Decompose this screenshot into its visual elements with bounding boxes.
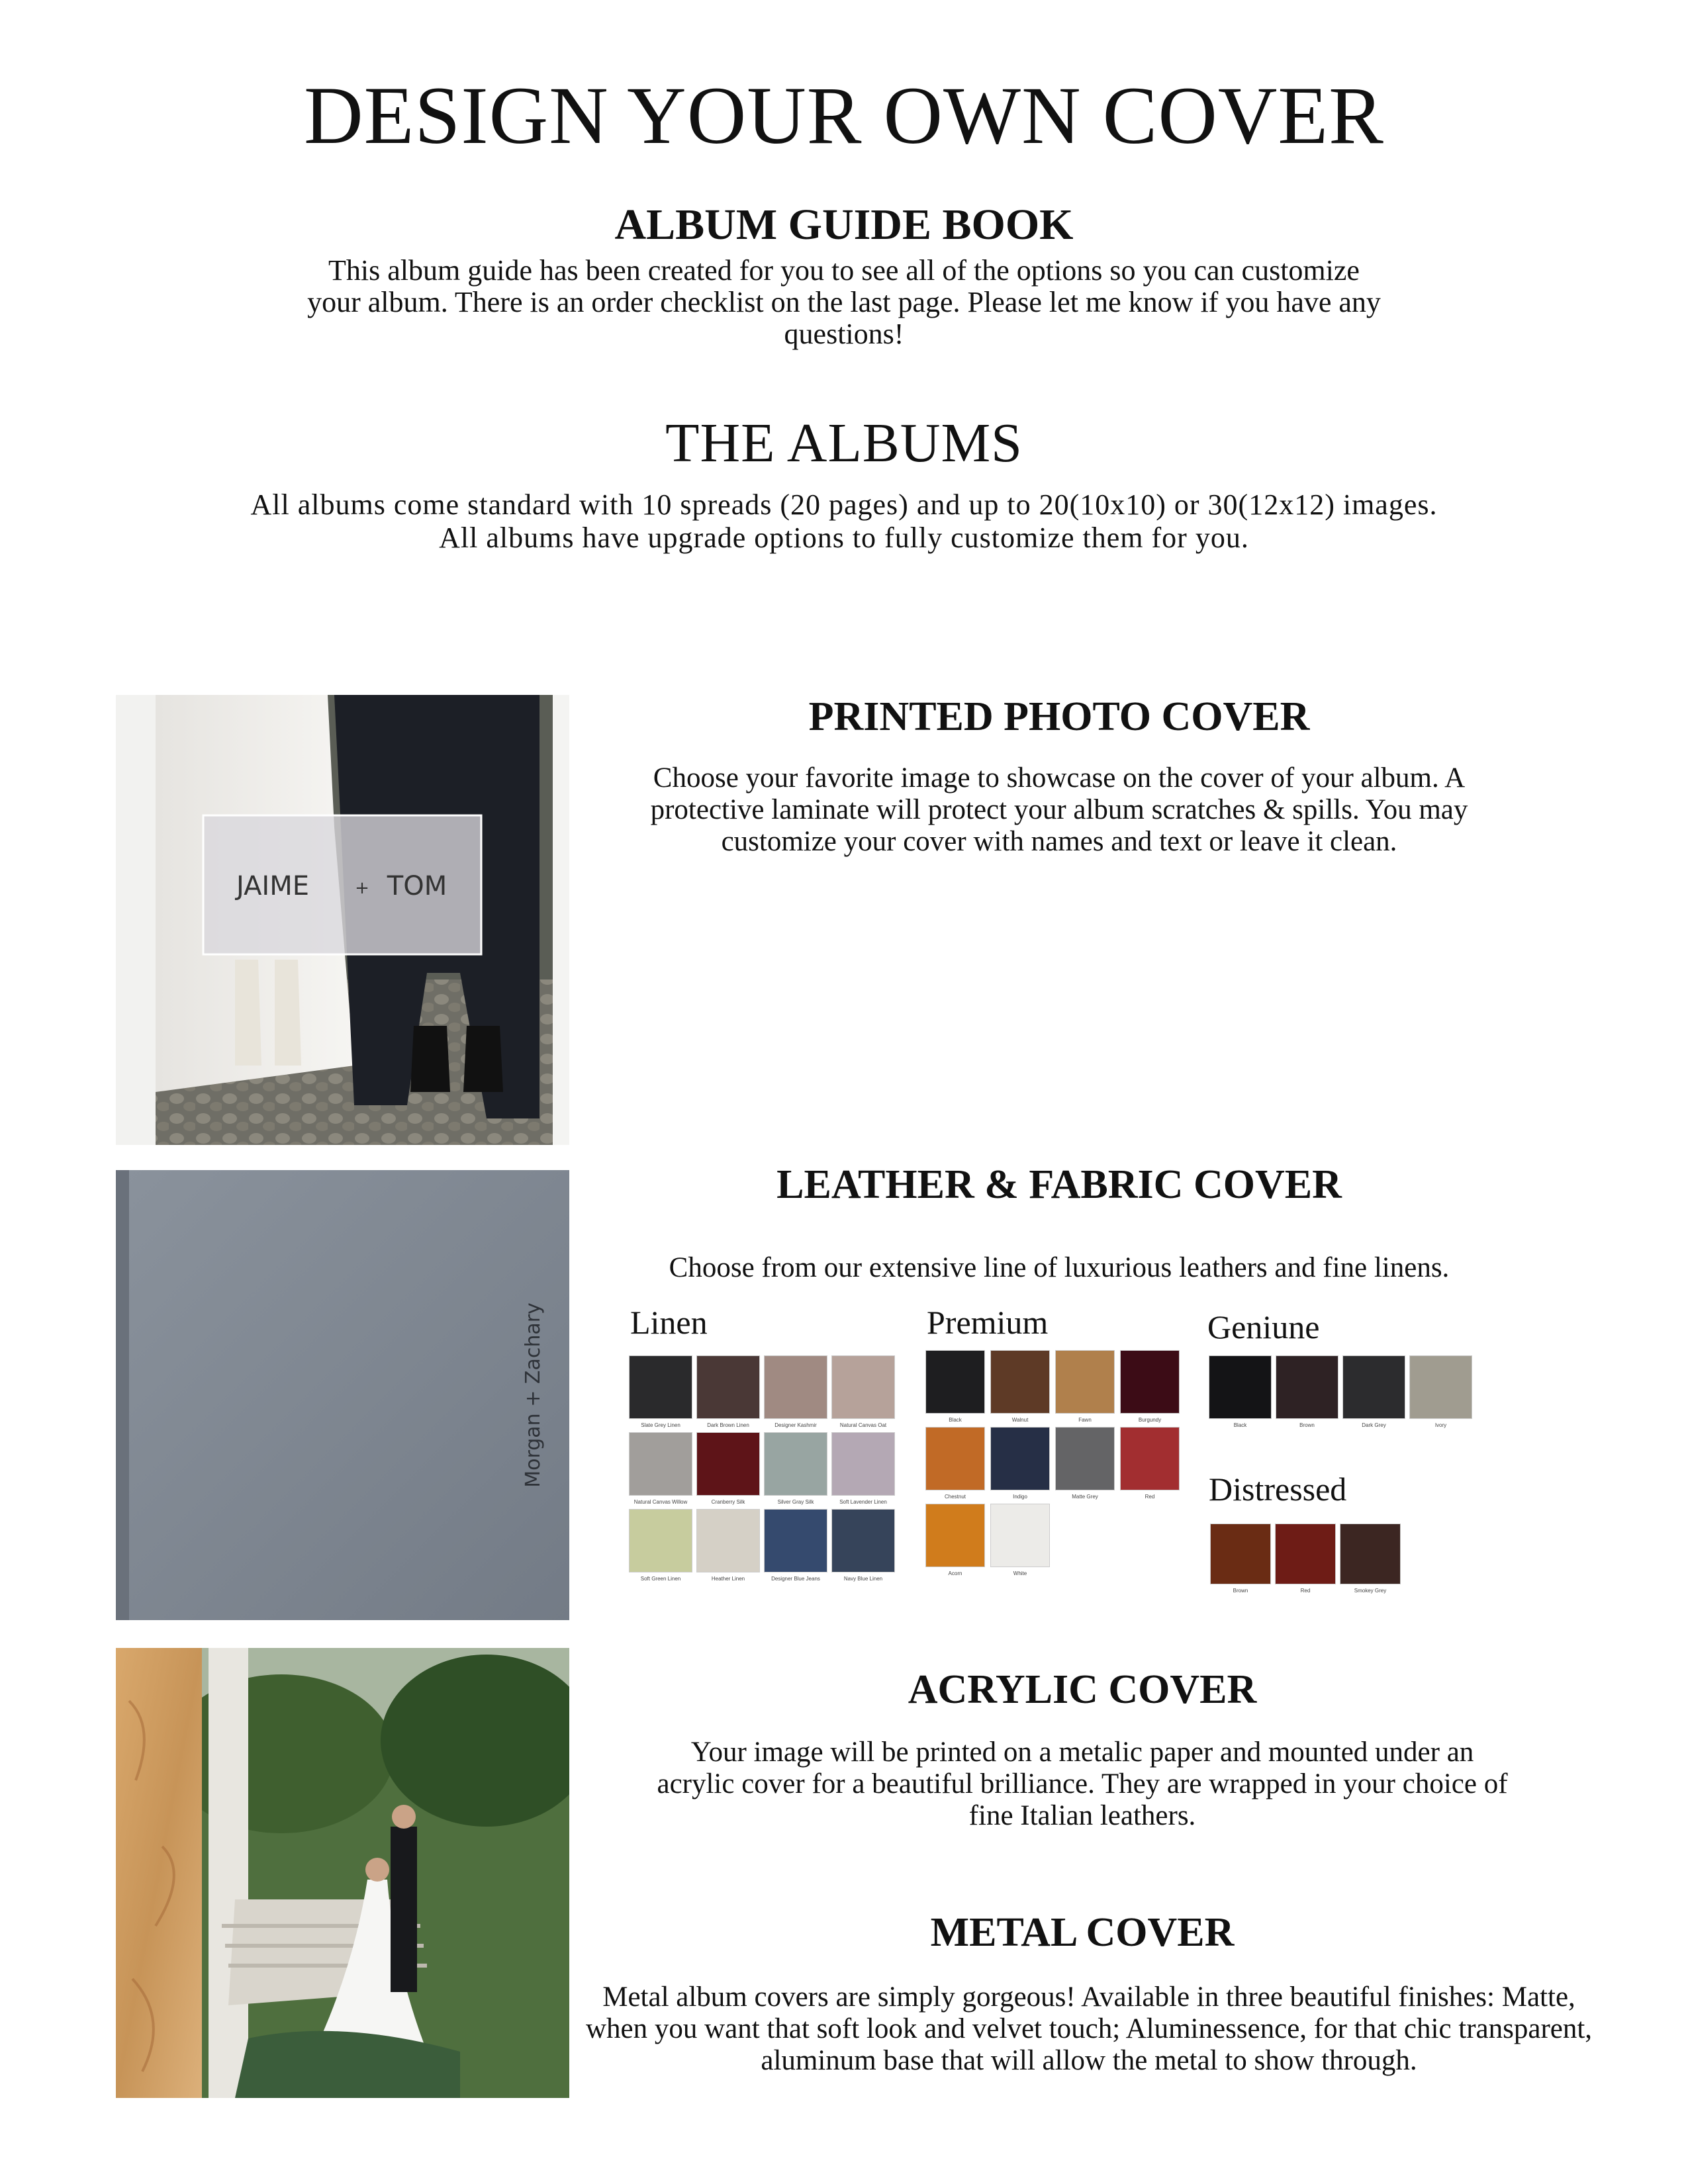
swatch-label: Silver Gray Silk	[777, 1499, 814, 1505]
swatch-label: Brown	[1233, 1588, 1248, 1594]
swatch-item	[831, 1355, 895, 1430]
leather-cover-description: Choose from our extensive line of luxurious leathers and fine linens.	[669, 1252, 1450, 1283]
page-title: DESIGN YOUR OWN COVER	[304, 70, 1384, 161]
swatch-item	[1342, 1355, 1405, 1430]
swatch-color	[696, 1432, 760, 1496]
swatch-color	[1340, 1524, 1401, 1584]
swatch-color	[1209, 1355, 1272, 1419]
leather-cover-image	[116, 1170, 569, 1620]
albums-description-line-2: All albums have upgrade options to fully customize them for you.	[439, 522, 1249, 554]
swatch-color	[990, 1504, 1050, 1567]
swatch-color	[1120, 1427, 1180, 1490]
acrylic-cover-image	[116, 1648, 569, 2098]
genuine-swatch-grid	[1209, 1355, 1472, 1430]
swatch-item	[1275, 1524, 1336, 1595]
leather-cover-heading: LEATHER & FABRIC COVER	[776, 1162, 1342, 1207]
printed-photo-cover-image	[116, 695, 569, 1145]
albums-description	[132, 488, 1556, 555]
printed-cover-heading: PRINTED PHOTO COVER	[808, 694, 1310, 739]
acrylic-cover-heading: ACRYLIC COVER	[908, 1667, 1257, 1712]
swatch-item	[1409, 1355, 1472, 1430]
swatch-color	[925, 1504, 985, 1567]
swatch-label: Heather Linen	[711, 1576, 745, 1582]
guide-description: This album guide has been created for you to see all of the options so you can customize your album. There is an order checklist on the last page. Please let me know if you have any questions!	[307, 254, 1381, 350]
swatch-color	[629, 1355, 692, 1419]
swatch-label: Slate Grey Linen	[641, 1422, 680, 1428]
swatch-item	[1055, 1427, 1115, 1501]
genuine-label: Geniune	[1207, 1308, 1320, 1345]
swatch-color	[696, 1355, 760, 1419]
premium-label: Premium	[927, 1304, 1049, 1341]
swatch-item	[764, 1509, 827, 1583]
swatch-item	[990, 1504, 1050, 1578]
swatch-label: Black	[949, 1417, 962, 1423]
metal-cover-heading: METAL COVER	[930, 1910, 1235, 1955]
swatch-item	[925, 1350, 985, 1424]
swatch-item	[696, 1432, 760, 1506]
cover-name-2: TOM	[387, 871, 447, 901]
swatch-color	[1409, 1355, 1472, 1419]
swatch-color	[764, 1432, 827, 1496]
swatch-item	[764, 1432, 827, 1506]
swatch-color	[831, 1509, 895, 1572]
swatch-color	[696, 1509, 760, 1572]
swatch-item	[696, 1509, 760, 1583]
swatch-item	[1120, 1350, 1180, 1424]
swatch-item	[831, 1432, 895, 1506]
swatch-label: Soft Green Linen	[640, 1576, 681, 1582]
swatch-label: Natural Canvas Willow	[633, 1499, 688, 1505]
linen-label: Linen	[630, 1304, 708, 1341]
swatch-item	[1340, 1524, 1401, 1595]
swatch-color	[1276, 1355, 1338, 1419]
swatch-color	[925, 1350, 985, 1414]
swatch-item	[831, 1509, 895, 1583]
swatch-color	[990, 1427, 1050, 1490]
swatch-label: Red	[1300, 1588, 1311, 1594]
swatch-color	[629, 1432, 692, 1496]
swatch-label: Navy Blue Linen	[843, 1576, 883, 1582]
swatch-item	[990, 1350, 1050, 1424]
swatch-item	[990, 1427, 1050, 1501]
distressed-label: Distressed	[1209, 1471, 1347, 1508]
swatch-item	[629, 1355, 692, 1430]
swatch-color	[831, 1355, 895, 1419]
acrylic-cover-description: Your image will be printed on a metalic paper and mounted under an acrylic cover for a beautiful brilliance. They are wrapped in your choice of fine Italian leathers.	[657, 1737, 1508, 1831]
swatch-label: Ivory	[1434, 1422, 1447, 1428]
swatch-color	[990, 1350, 1050, 1414]
swatch-color	[764, 1355, 827, 1419]
swatch-item	[629, 1509, 692, 1583]
swatch-color	[1275, 1524, 1336, 1584]
swatch-label: Acorn	[948, 1570, 962, 1576]
swatch-label: Smokey Grey	[1354, 1588, 1387, 1594]
metal-cover-description: Metal album covers are simply gorgeous! Available in three beautiful finishes: Matte, when you want that soft look and velvet touch; Aluminessence, for that chic transparent, aluminum base that will allow the metal to show through.	[585, 1981, 1593, 2076]
swatch-label: Black	[1233, 1422, 1247, 1428]
spine-text: Morgan + Zachary	[522, 1302, 545, 1488]
swatch-color	[1055, 1350, 1115, 1414]
swatch-label: Matte Grey	[1072, 1494, 1098, 1500]
swatch-item	[696, 1355, 760, 1430]
swatch-label: Brown	[1299, 1422, 1315, 1428]
guide-heading: ALBUM GUIDE BOOK	[614, 201, 1074, 249]
swatch-label: Dark Grey	[1362, 1422, 1386, 1428]
wedding-couple-photo	[116, 695, 569, 1145]
swatch-label: Cranberry Silk	[711, 1499, 745, 1505]
acrylic-wedding-photo	[116, 1648, 569, 2098]
swatch-item	[925, 1504, 985, 1578]
swatch-label: Walnut	[1011, 1417, 1029, 1423]
swatch-color	[764, 1509, 827, 1572]
albums-heading: THE ALBUMS	[665, 412, 1023, 474]
swatch-item	[1055, 1350, 1115, 1424]
swatch-color	[925, 1427, 985, 1490]
cover-name-plus: +	[355, 878, 369, 898]
swatch-label: Designer Kashmir	[774, 1422, 817, 1428]
swatch-item	[629, 1432, 692, 1506]
swatch-label: Red	[1145, 1494, 1155, 1500]
cover-name-1: JAIME	[236, 871, 310, 901]
swatch-label: Soft Lavender Linen	[839, 1499, 887, 1505]
swatch-label: Dark Brown Linen	[707, 1422, 749, 1428]
linen-swatch-grid	[629, 1355, 895, 1583]
swatch-label: White	[1013, 1570, 1027, 1576]
swatch-label: Chestnut	[944, 1494, 966, 1500]
swatch-label: Fawn	[1078, 1417, 1092, 1423]
swatch-item	[764, 1355, 827, 1430]
swatch-label: Natural Canvas Oat	[839, 1422, 887, 1428]
swatch-color	[1055, 1427, 1115, 1490]
swatch-item	[1210, 1524, 1271, 1595]
swatch-color	[1210, 1524, 1271, 1584]
swatch-item	[1120, 1427, 1180, 1501]
swatch-label: Indigo	[1013, 1494, 1027, 1500]
swatch-label: Burgundy	[1138, 1417, 1162, 1423]
swatch-color	[831, 1432, 895, 1496]
swatch-label: Designer Blue Jeans	[771, 1576, 820, 1582]
swatch-item	[1209, 1355, 1272, 1430]
premium-swatch-grid	[925, 1350, 1180, 1578]
albums-description-line-1: All albums come standard with 10 spreads (20 pages) and up to 20(10x10) or 30(12x12) images.	[250, 488, 1438, 521]
leather-album-photo	[116, 1170, 569, 1620]
swatch-color	[1342, 1355, 1405, 1419]
distressed-swatch-grid	[1210, 1524, 1401, 1595]
swatch-item	[925, 1427, 985, 1501]
swatch-color	[629, 1509, 692, 1572]
swatch-item	[1276, 1355, 1338, 1430]
swatch-color	[1120, 1350, 1180, 1414]
printed-cover-description: Choose your favorite image to showcase on the cover of your album. A protective laminate will protect your album scratches & spills. You may customize your cover with names and text or leave it clean.	[650, 762, 1468, 857]
